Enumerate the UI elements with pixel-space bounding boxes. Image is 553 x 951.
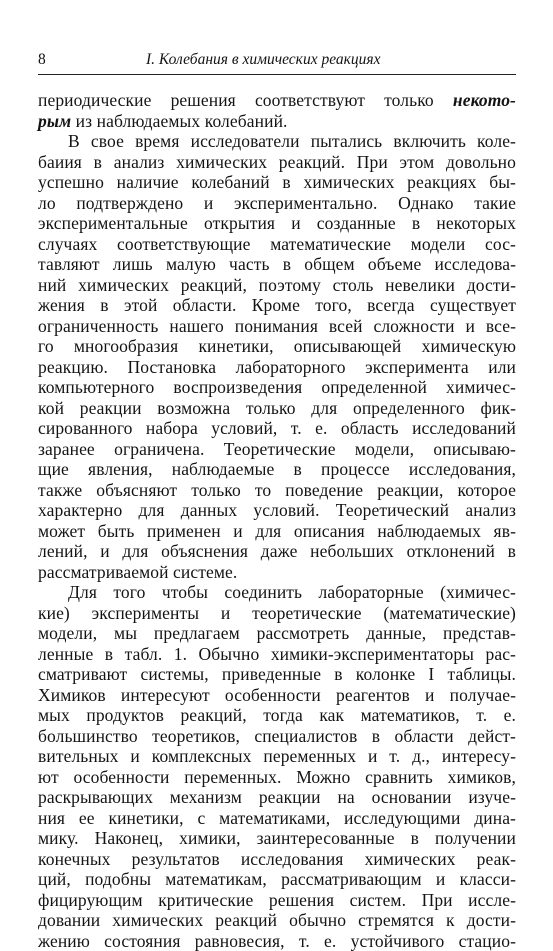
text-line: компьютерного воспроизведения определенной химичес- (38, 377, 516, 398)
text-line: ний химических реакций, поэтому столь невелики дости- (38, 275, 516, 296)
book-page (38, 48, 516, 951)
text-line: сированного набора условий, т. е. область исследований (38, 418, 516, 439)
text-line: Для того чтобы соединить лабораторные (химичес- (38, 582, 516, 603)
text-line: реакцию. Постановка лабораторного эксперимента или (38, 357, 516, 378)
text-line: фицирующим критические решения систем. При иссле- (38, 890, 516, 911)
text-line: конечных результатов исследования химических реак- (38, 849, 516, 870)
text-line: может быть применен и для описания наблюдаемых яв- (38, 521, 516, 542)
text-line: модели, мы предлагаем рассмотреть данные, представ- (38, 623, 516, 644)
text-line: ют особенности переменных. Можно сравнить химиков, (38, 767, 516, 788)
text-line: ло подтверждено и экспериментально. Однако такие (38, 193, 516, 214)
text-line (38, 90, 516, 111)
text-line: раскрывающих механизм реакции на основании изуче- (38, 787, 516, 808)
paragraph-2 (38, 131, 516, 582)
text-line: большинство теоретиков, специалистов в области дейст- (38, 726, 516, 747)
running-title: I. Колебания в химических реакциях (146, 48, 380, 72)
text-line: ограниченность нашего понимания всей сложности и все- (38, 316, 516, 337)
italic-text: некото- (453, 90, 516, 110)
text-line: случаях соответствующие математические модели сос- (38, 234, 516, 255)
text-line: мику. Наконец, химики, заинтересованные в получении (38, 828, 516, 849)
paragraph-1 (38, 90, 516, 131)
text-line: ния ее кинетики, с математиками, исследующими дина- (38, 808, 516, 829)
text-line (38, 111, 516, 132)
text-run: из наблюдаемых колебаний. (71, 111, 287, 131)
text-line: баиия в анализ химических реакций. При этом довольно (38, 152, 516, 173)
text-line: также объясняют только то поведение реакции, которое (38, 480, 516, 501)
text-line: лений, и для объяснения даже небольших отклонений в (38, 541, 516, 562)
text-line: жению состояния равновесия, т. е. устойчивого стацио- (38, 931, 516, 951)
paragraph-3 (38, 582, 516, 951)
text-line: жения в этой области. Кроме того, всегда существует (38, 295, 516, 316)
text-line: мых продуктов реакций, тогда как математиков, т. е. (38, 705, 516, 726)
text-line: вительных и комплексных переменных и т. д., интересу- (38, 746, 516, 767)
text-line: успешно наличие колебаний в химических реакциях бы- (38, 172, 516, 193)
text-run: периодические решения соответствуют только (38, 90, 453, 110)
text-line: ций, подобны математикам, рассматривающим и класси- (38, 869, 516, 890)
text-line: кие) эксперименты и теоретические (математические) (38, 603, 516, 624)
text-line: рассматриваемой системе. (38, 562, 516, 583)
body-text (38, 90, 516, 951)
header-rule (38, 74, 516, 75)
text-line: характерно для данных условий. Теоретический анализ (38, 500, 516, 521)
text-line: довании химических реакций обычно стремятся к дости- (38, 910, 516, 931)
text-line: Химиков интересуют особенности реагентов и получае- (38, 685, 516, 706)
text-line: тавляют лишь малую часть в общем объеме исследова- (38, 254, 516, 275)
text-line: го многообразия кинетики, описывающей химическую (38, 336, 516, 357)
text-line: сматривают системы, приведенные в колонке I таблицы. (38, 664, 516, 685)
text-line: щие явления, наблюдаемые в процессе исследования, (38, 459, 516, 480)
page-number: 8 (38, 48, 46, 72)
text-line: заранее ограничена. Теоретические модели, описываю- (38, 439, 516, 460)
text-line: кой реакции возможна только для определенного фик- (38, 398, 516, 419)
text-line: экспериментальные открытия и созданные в некоторых (38, 213, 516, 234)
text-line: ленные в табл. 1. Обычно химики-экспериментаторы рас- (38, 644, 516, 665)
italic-text: рым (38, 111, 71, 131)
text-line: В свое время исследователи пытались включить коле- (38, 131, 516, 152)
page-header (38, 48, 516, 72)
